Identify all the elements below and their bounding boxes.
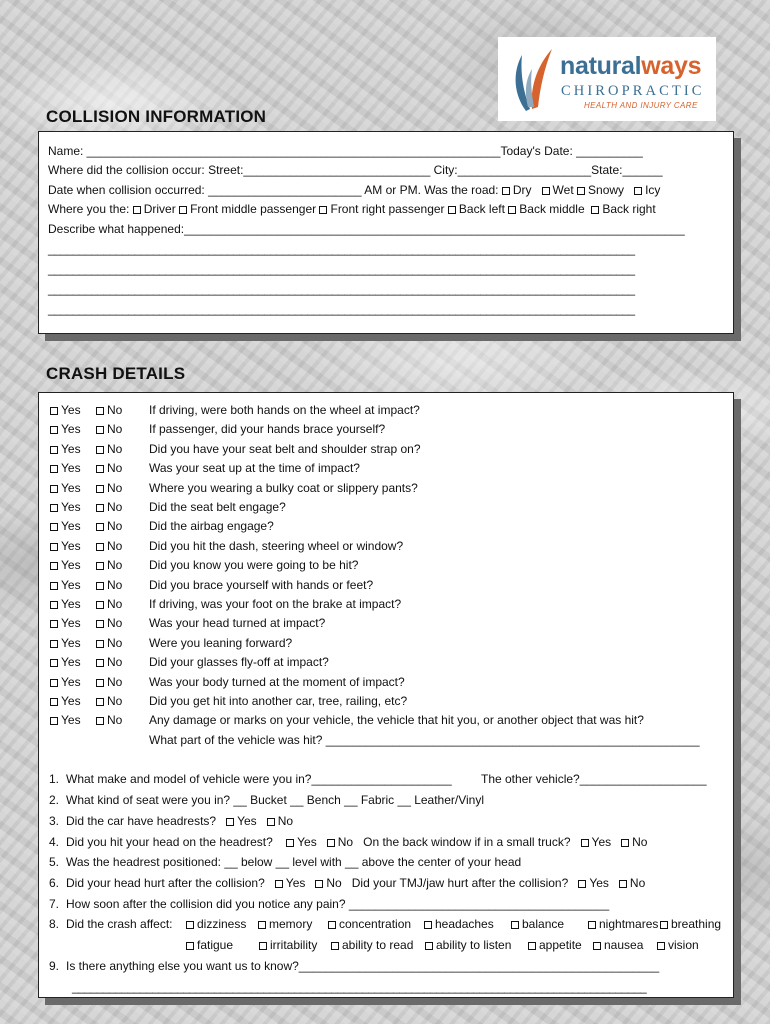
checkbox-icon (96, 485, 104, 493)
crash-question-text: Was your head turned at impact? (149, 616, 326, 630)
no-option[interactable]: No (96, 539, 122, 553)
checkbox-icon (186, 942, 194, 950)
item-number: 7. (49, 897, 60, 911)
yes-option[interactable]: Yes (50, 539, 81, 553)
checkbox-icon (96, 640, 104, 648)
yes-option[interactable]: Yes (50, 578, 81, 592)
checkbox-icon (331, 942, 339, 950)
yes-option[interactable]: Yes (581, 835, 612, 849)
crash-question-text: If driving, was your foot on the brake at impact? (149, 597, 402, 611)
head-hurt-question: Did your head hurt after the collision? Yes No Did your TMJ/jaw hurt after the collision? Yes No (66, 876, 646, 890)
checkbox-icon (96, 620, 104, 628)
checkbox-icon (96, 717, 104, 725)
checkbox-icon (581, 839, 589, 847)
checkbox-icon (448, 206, 456, 214)
checkbox-icon (96, 504, 104, 512)
anything-else-blank-line[interactable]: _____________________________________________________________________________________________ (72, 980, 647, 994)
crash-question-text: Did you hit the dash, steering wheel or window? (149, 539, 404, 553)
crash-question-text: Any damage or marks on your vehicle, the vehicle that hit you, or another object that was hit? (149, 713, 644, 727)
affect-option[interactable]: vision (657, 938, 699, 952)
crash-question-text: Did the airbag engage? (149, 519, 274, 533)
checkbox-icon (508, 206, 516, 214)
describe-blank-line[interactable]: _______________________________________________________________________________________________ (48, 242, 635, 256)
crash-question-text: Did you get hit into another car, tree, railing, etc? (149, 694, 408, 708)
yes-option[interactable]: Yes (50, 558, 81, 572)
checkbox-icon (621, 839, 629, 847)
yes-option[interactable]: Yes (50, 616, 81, 630)
location-field[interactable]: Where did the collision occur: Street:____________________________ City:____________________State:______ (48, 163, 663, 177)
date-road-label: Date when collision occurred: _______________________ AM or PM. Was the road: (48, 183, 499, 197)
checkbox-icon (50, 543, 58, 551)
crash-question-text: Did your glasses fly-off at impact? (149, 655, 329, 669)
checkbox-icon (50, 640, 58, 648)
checkbox-icon (96, 698, 104, 706)
affect-option[interactable]: dizziness (186, 917, 246, 931)
no-option[interactable]: No (96, 558, 122, 572)
checkbox-icon (424, 921, 432, 929)
checkbox-icon (50, 465, 58, 473)
checkbox-icon (511, 921, 519, 929)
position-option[interactable]: Driver (133, 202, 176, 216)
no-option[interactable]: No (267, 814, 293, 828)
yes-option[interactable]: Yes (226, 814, 257, 828)
yes-option[interactable]: Yes (50, 636, 81, 650)
affect-option[interactable]: fatigue (186, 938, 233, 952)
no-option[interactable]: No (96, 442, 122, 456)
no-option[interactable]: No (96, 636, 122, 650)
affect-option[interactable]: balance (511, 917, 564, 931)
checkbox-icon (591, 206, 599, 214)
item-number: 9. (49, 959, 60, 973)
no-option[interactable]: No (96, 461, 122, 475)
crash-question-text: Were you leaning forward? (149, 636, 293, 650)
checkbox-icon (226, 818, 234, 826)
checkbox-icon (258, 921, 266, 929)
checkbox-icon (96, 523, 104, 531)
road-option[interactable]: Wet (542, 183, 574, 197)
item-number: 3. (49, 814, 60, 828)
checkbox-icon (286, 839, 294, 847)
crash-question-text: Was your body turned at the moment of impact? (149, 675, 405, 689)
anything-else-field[interactable]: Is there anything else you want us to know?______________________________________________________ (66, 959, 660, 973)
position-option[interactable]: Back left (448, 202, 505, 216)
affect-option[interactable]: concentration (328, 917, 411, 931)
checkbox-icon (327, 839, 335, 847)
road-option[interactable]: Dry (502, 183, 532, 197)
no-option[interactable]: No (621, 835, 647, 849)
yes-option[interactable]: Yes (50, 500, 81, 514)
no-option[interactable]: No (96, 655, 122, 669)
no-option[interactable]: No (96, 519, 122, 533)
yes-option[interactable]: Yes (50, 403, 81, 417)
no-option[interactable]: No (96, 578, 122, 592)
item-number: 5. (49, 855, 60, 869)
checkbox-icon (96, 679, 104, 687)
logo-subtitle: CHIROPRACTIC (561, 83, 705, 99)
no-option[interactable]: No (96, 500, 122, 514)
no-option[interactable]: No (96, 675, 122, 689)
road-option[interactable]: Icy (634, 183, 660, 197)
checkbox-icon (657, 942, 665, 950)
checkbox-icon (96, 562, 104, 570)
yes-option[interactable]: Yes (50, 713, 81, 727)
checkbox-icon (259, 942, 267, 950)
yes-option[interactable]: Yes (578, 876, 609, 890)
crash-question-text: Did the seat belt engage? (149, 500, 286, 514)
crash-question-text: Did you brace yourself with hands or feet? (149, 578, 374, 592)
checkbox-icon (50, 582, 58, 590)
checkbox-icon (50, 601, 58, 609)
item-number: 2. (49, 793, 60, 807)
checkbox-icon (50, 485, 58, 493)
checkbox-icon (96, 601, 104, 609)
collision-section-title: COLLISION INFORMATION (46, 107, 267, 126)
checkbox-icon (619, 880, 627, 888)
yes-option[interactable]: Yes (286, 835, 317, 849)
checkbox-icon (179, 206, 187, 214)
other-vehicle-field[interactable]: The other vehicle?___________________ (481, 772, 707, 786)
logo-tagline: HEALTH AND INJURY CARE (584, 101, 698, 110)
seat-position-field[interactable]: Where you the: Driver Front middle passenger Front right passenger Back left Back middle Back right (48, 202, 656, 216)
leaf-logo-icon (508, 45, 558, 113)
checkbox-icon (267, 818, 275, 826)
seat-type-field[interactable]: What kind of seat were you in? __ Bucket __ Bench __ Fabric __ Leather/Vinyl (66, 793, 485, 807)
no-option[interactable]: No (96, 597, 122, 611)
checkbox-icon (96, 582, 104, 590)
item-number: 8. (49, 917, 60, 931)
no-option[interactable]: No (619, 876, 645, 890)
checkbox-icon (50, 426, 58, 434)
checkbox-icon (50, 407, 58, 415)
name-field[interactable]: Name: ______________________________________________________________Today's Date: __________ (48, 144, 643, 158)
affect-option[interactable]: ability to read (331, 938, 413, 952)
checkbox-icon (328, 921, 336, 929)
describe-blank-line[interactable]: _______________________________________________________________________________________________ (48, 282, 635, 296)
vehicle-model-field[interactable]: What make and model of vehicle were you in?_____________________ (66, 772, 452, 786)
affect-option[interactable]: headaches (424, 917, 494, 931)
affect-option[interactable]: breathing (660, 917, 721, 931)
yes-option[interactable]: Yes (50, 655, 81, 669)
yes-option[interactable]: Yes (50, 442, 81, 456)
crash-question-text: If passenger, did your hands brace yourself? (149, 422, 386, 436)
checkbox-icon (186, 921, 194, 929)
checkbox-icon (50, 446, 58, 454)
checkbox-icon (588, 921, 596, 929)
affect-option[interactable]: memory (258, 917, 312, 931)
logo-brand-name: naturalways (560, 52, 702, 80)
crash-question-text: If driving, were both hands on the wheel at impact? (149, 403, 420, 417)
yes-option[interactable]: Yes (50, 422, 81, 436)
crash-section-title: CRASH DETAILS (46, 364, 186, 383)
checkbox-icon (50, 562, 58, 570)
crash-question-text: Where you wearing a bulky coat or slippery pants? (149, 481, 418, 495)
headrest-position-field[interactable]: Was the headrest positioned: __ below __ level with __ above the center of your head (66, 855, 522, 869)
no-option[interactable]: No (315, 876, 341, 890)
checkbox-icon (593, 942, 601, 950)
checkbox-icon (50, 717, 58, 725)
checkbox-icon (577, 187, 585, 195)
crash-question-text: Was your seat up at the time of impact? (149, 461, 360, 475)
headrests-question: Did the car have headrests? Yes No (66, 814, 294, 828)
checkbox-icon (50, 659, 58, 667)
checkbox-icon (96, 543, 104, 551)
position-option[interactable]: Front right passenger (319, 202, 444, 216)
checkbox-icon (315, 880, 323, 888)
checkbox-icon (96, 465, 104, 473)
no-option[interactable]: No (96, 422, 122, 436)
describe-field[interactable]: Describe what happened:___________________________________________________________________________ (48, 222, 685, 236)
checkbox-icon (96, 426, 104, 434)
position-option[interactable]: Back right (591, 202, 655, 216)
yes-option[interactable]: Yes (50, 461, 81, 475)
checkbox-icon (319, 206, 327, 214)
crash-question-text: Did you have your seat belt and shoulder strap on? (149, 442, 421, 456)
no-option[interactable]: No (96, 481, 122, 495)
road-option[interactable]: Snowy (577, 183, 624, 197)
vehicle-part-field[interactable]: What part of the vehicle was hit? ________________________________________________________ (149, 733, 700, 747)
affect-option[interactable]: nightmares (588, 917, 658, 931)
checkbox-icon (660, 921, 668, 929)
position-option[interactable]: Back middle (508, 202, 584, 216)
no-option[interactable]: No (96, 694, 122, 708)
checkbox-icon (133, 206, 141, 214)
checkbox-icon (96, 407, 104, 415)
checkbox-icon (96, 659, 104, 667)
position-option[interactable]: Front middle passenger (179, 202, 316, 216)
checkbox-icon (50, 698, 58, 706)
yes-option[interactable]: Yes (50, 481, 81, 495)
item-number: 6. (49, 876, 60, 890)
no-option[interactable]: No (96, 403, 122, 417)
crash-affect-label: Did the crash affect: (66, 917, 173, 931)
checkbox-icon (50, 504, 58, 512)
yes-option[interactable]: Yes (50, 694, 81, 708)
checkbox-icon (96, 446, 104, 454)
hit-headrest-question: Did you hit your head on the headrest? Yes No On the back window if in a small truck? Yes No (66, 835, 648, 849)
checkbox-icon (578, 880, 586, 888)
checkbox-icon (528, 942, 536, 950)
affect-option[interactable]: irritability (259, 938, 317, 952)
describe-blank-line[interactable]: _______________________________________________________________________________________________ (48, 262, 635, 276)
no-option[interactable]: No (327, 835, 353, 849)
checkbox-icon (502, 187, 510, 195)
affect-option[interactable]: appetite (528, 938, 582, 952)
yes-option[interactable]: Yes (275, 876, 306, 890)
clinic-logo (498, 37, 716, 121)
yes-option[interactable]: Yes (50, 519, 81, 533)
item-number: 1. (49, 772, 60, 786)
affect-option[interactable]: ability to listen (425, 938, 511, 952)
yes-option[interactable]: Yes (50, 675, 81, 689)
no-option[interactable]: No (96, 713, 122, 727)
describe-blank-line[interactable]: _______________________________________________________________________________________________ (48, 302, 635, 316)
yes-option[interactable]: Yes (50, 597, 81, 611)
checkbox-icon (50, 620, 58, 628)
no-option[interactable]: No (96, 616, 122, 630)
checkbox-icon (275, 880, 283, 888)
affect-option[interactable]: nausea (593, 938, 643, 952)
checkbox-icon (634, 187, 642, 195)
crash-question-text: Did you know you were going to be hit? (149, 558, 359, 572)
item-number: 4. (49, 835, 60, 849)
checkbox-icon (50, 523, 58, 531)
checkbox-icon (542, 187, 550, 195)
date-road-field[interactable] (48, 183, 660, 197)
pain-onset-field[interactable]: How soon after the collision did you notice any pain? _______________________________________ (66, 897, 610, 911)
checkbox-icon (425, 942, 433, 950)
checkbox-icon (50, 679, 58, 687)
